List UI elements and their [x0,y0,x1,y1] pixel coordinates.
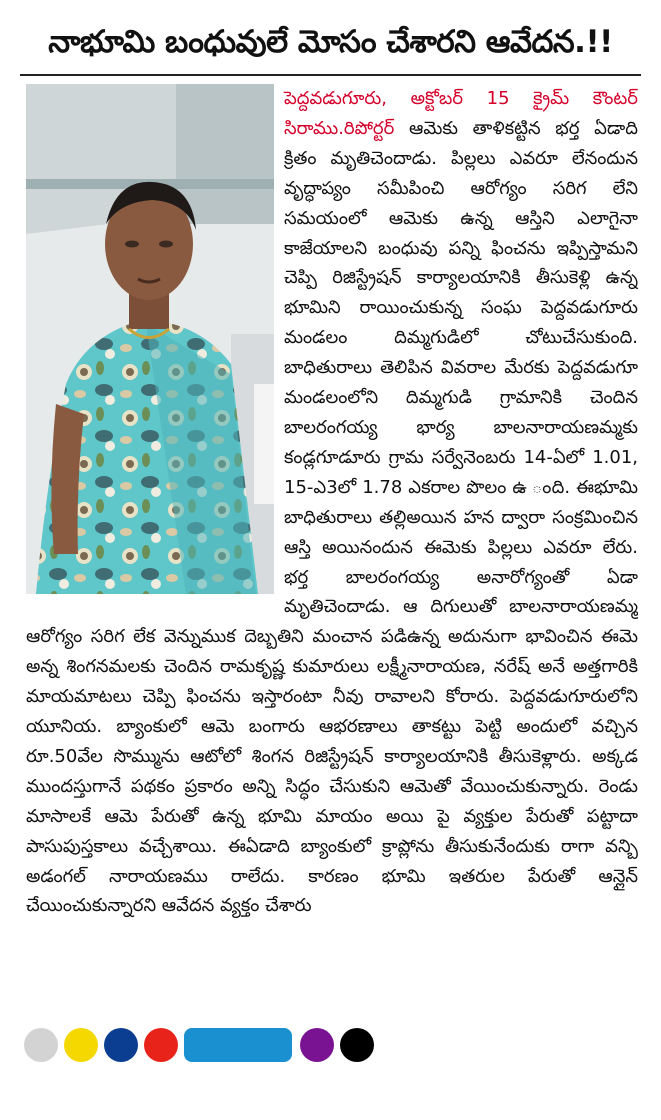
color-dot-black [340,1028,374,1062]
article-body [26,84,638,921]
color-dot-red [144,1028,178,1062]
color-dot-navy [104,1028,138,1062]
dateline: పెద్దవడుగూరు, అక్టోబర్ 15 క్రైమ్ కౌంటర్ సిరాము.రిపోర్టర్ [284,88,638,139]
headline-rule [20,74,641,76]
color-dot-yellow [64,1028,98,1062]
color-bar [24,1028,384,1064]
color-dot-grey [24,1028,58,1062]
color-pill-blue [184,1028,292,1062]
photo-spacer [26,84,276,598]
article-text: ఆమెకు తాళికట్టిన భర్త ఏడాది క్రితం మృతిచెందాడు. పిల్లలు ఎవరూ లేనందున వృద్ధాప్యం సమీపించి ఆరోగ్యం సరిగ లేని సమయంలో ఆమెకు ఉన్న ఆస్తిని ఎలాగైనా కాజేయాలని బంధువు పన్ని ఫించను ఇప్పిస్తామని చెప్పి రిజిస్ట్రేషన్ కార్యాలయానికి తీసుకెళ్లి ఉన్న భూమిని రాయించుకున్న సంఘ పెద్దవడుగూరు మండలం దిమ్మగుడిలో చోటుచేసుకుంది. బాధితురాలు తెలిపిన వివరాల మేరకు పెద్దవడుగూ మండలంలోని దిమ్మగుడి గ్రామానికి చెందిన బాలరంగయ్య భార్య బాలనారాయణమ్మకు కండ్లగూడూరు గ్రామ సర్వేనెంబరు 14-ఏలో 1.01, 15-ఎ3లో 1.78 ఎకరాల పొలం ఉ ంది. ఈభూమి బాధితురాలు తల్లిఅయిన హన ద్వారా సంక్రమించిన ఆస్తి అయినందున ఈమెకు పిల్లలు ఎవరూ లేరు. భర్త బాలరంగయ్య అనారోగ్యంతో ఏడా మృతిచెందాడు. ఆ దిగులుతో బాలనారాయణమ్మ ఆరోగ్యం సరిగ లేక వెన్నుముక దెబ్బతిని మంచాన పడిఉన్న అదునుగా భావించిన ఈమె అన్న శింగనమలకు చెందిన రామకృష్ణ కుమారులు లక్ష్మీనారాయణ, నరేష్ అనే అత్తగారికి మాయమాటలు చెప్పి ఫించను ఇస్తారంటా నీవు రావాలని కోరారు. పెద్దవడుగూరులోని యూనియ. బ్యాంకులో ఆమె బంగారు ఆభరణాలు తాకట్టు పెట్టి అందులో వచ్చిన రూ.50వేల సొమ్మును ఆటోలో శింగన రిజిస్ట్రేషన్ కార్యాలయానికి తీసుకెళ్లారు. అక్కడ ముందస్తుగానే పథకం ప్రకారం అన్ని సిద్ధం చేసుకుని ఆమెతో వేయించుకున్నారు. రెండు మాసాలకే ఆమె పేరుతో ఉన్న భూమి మాయం అయి పై వ్యక్తుల పేరుతో పట్టాదా పాసుపుస్తకాలు వచ్చేశాయి. ఈఏడాది బ్యాంకులో క్రాప్లోను తీసుకునేందుకు రాగా వన్బి అడంగల్ నారాయణము రాలేదు. కారణం భూమి ఇతరుల పేరుతో ఆన్లైన్ చేయించుకున్నారని ఆవేదన వ్యక్తం చేశారు [26,117,638,917]
color-dot-purple [300,1028,334,1062]
headline: నాభూమి బంధువులే మోసం చేశారని ఆవేదన.!! [48,24,613,60]
